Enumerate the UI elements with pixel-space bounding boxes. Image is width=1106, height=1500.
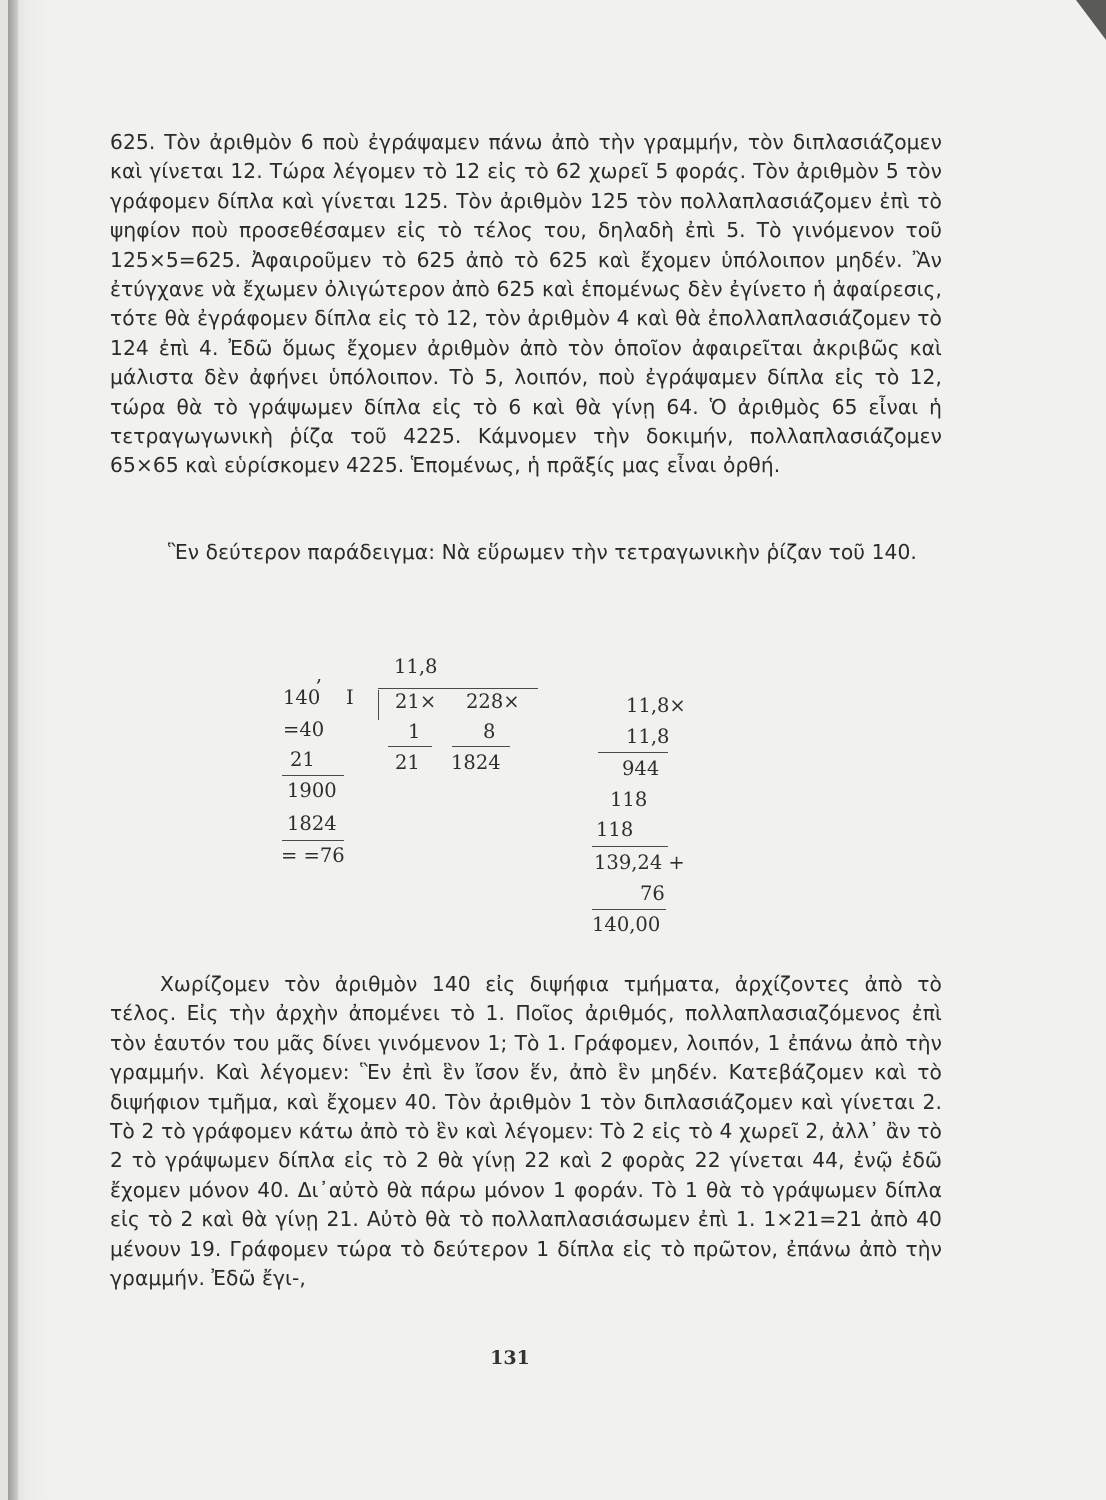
- trial-1: 1: [408, 720, 421, 743]
- rule-1: [282, 775, 344, 776]
- binding-shadow: [8, 0, 18, 1500]
- divider-line: [378, 690, 379, 720]
- trial-21: 21×: [395, 690, 437, 713]
- apostrophe-tick: ,: [316, 663, 323, 686]
- rule-6: [592, 846, 668, 847]
- add-76: 76: [640, 882, 665, 905]
- total-14000: 140,00: [592, 913, 661, 936]
- product-1824: 1824: [451, 751, 501, 774]
- root-result: 11,8: [394, 655, 438, 678]
- paragraph-procedure-140: Χωρίζομεν τὸν ἀριθμὸν 140 εἰς διψήφια τμήματα, ἀρχίζοντες ἀπὸ τὸ τέλος. Εἰς τὴν ἀρχὴν ἀπομένει τὸ 1. Ποῖος ἀριθμός, πολλαπλασιαζόμενος ἐπὶ τὸν ἑαυτόν του μᾶς δίνει γινόμενον 1; Τὸ 1. Γράφομεν, λοιπόν, 1 ἐπάνω ἀπὸ τὴν γραμμήν. Καὶ λέγομεν: Ἓν ἐπὶ ἓν ἴσον ἕν, ἀπὸ ἓν μηδέν. Κατεβάζομεν καὶ τὸ διψήφιον τμῆμα, καὶ ἔχομεν 40. Τὸν ἀριθμὸν 1 τὸν διπλασιάζομεν καὶ γίνεται 2. Τὸ 2 τὸ γράφομεν κάτω ἀπὸ τὸ ἓν καὶ λέγομεν: Τὸ 2 εἰς τὸ 4 χωρεῖ 2, ἀλλ᾽ ἂν τὸ 2 τὸ γράψωμεν δίπλα εἰς τὸ 2 θὰ γίνῃ 22 καὶ 2 φορὰς 22 γίνεται 44, ἐνῷ ἐδῶ ἔχομεν μόνον 40. Δι᾽αὐτὸ θὰ πάρω μόνον 1 φοράν. Τὸ 1 θὰ τὸ γράψωμεν δίπλα εἰς τὸ 2 καὶ θὰ γίνῃ 21. Αὐτὸ θὰ τὸ πολλαπλασιάσωμεν ἐπὶ 1. 1×21=21 ἀπὸ 40 μένουν 19. Γράφομεν τώρα τὸ δεύτερον 1 δίπλα εἰς τὸ πρῶτον, ἐπάνω ἀπὸ τὴν γραμμήν. Ἐδῶ ἔγι-,: [110, 972, 942, 1291]
- step-1900: 1900: [287, 779, 337, 802]
- paragraph-explanation-625: 625. Τὸν ἀριθμὸν 6 ποὺ ἐγράψαμεν πάνω ἀπὸ τὴν γραμμήν, τὸν διπλασιάζομεν καὶ γίνεται 12. Τώρα λέγομεν τὸ 12 εἰς τὸ 62 χωρεῖ 5 φοράς. Τὸν ἀριθμὸν 5 τὸν γράφομεν δίπλα καὶ γίνεται 125. Τὸν ἀριθμὸν 125 τὸν πολλαπλασιάζομεν ἐπὶ τὸ ψηφίον ποὺ προσεθέσαμεν εἰς τὸ τέλος του, δηλαδὴ ἐπὶ 5. Τὸ γινόμενον τοῦ 125×5=625. Ἀφαιροῦμεν τὸ 625 ἀπὸ τὸ 625 καὶ ἔχομεν ὑπόλοιπον μηδέν. Ἂν ἐτύγχανε νὰ ἔχωμεν ὀλιγώτερον ἀπὸ 625 καὶ ἑπομένως δὲν ἐγίνετο ἡ ἀφαίρεσις, τότε θὰ ἐγράφομεν δίπλα εἰς τὸ 12, τὸν ἀριθμὸν 4 καὶ θὰ ἐπολλαπλασιάζομεν τὸ 124 ἐπὶ 4. Ἐδῶ ὅμως ἔχομεν ἀριθμὸν ἀπὸ τὸν ὁποῖον ἀφαιρεῖται ἀκριβῶς καὶ μάλιστα δὲν ἀφήνει ὑπόλοιπον. Τὸ 5, λοιπόν, ποὺ ἐγράψαμεν δίπλα εἰς τὸ 12, τώρα θὰ τὸ γράψωμεν δίπλα εἰς τὸ 6 καὶ θὰ γίνῃ 64. Ὁ ἀριθμὸς 65 εἶναι ἡ τετραγωγωνικὴ ῥίζα τοῦ 4225. Κάμνομεν τὴν δοκιμήν, πολλαπλασιάζομεν 65×65 καὶ εὑρίσκομεν 4225. Ἑπομένως, ἡ πρᾶξίς μας εἶναι ὀρθή.: [110, 130, 942, 478]
- rule-4: [452, 746, 510, 747]
- page-number: 131: [490, 1347, 530, 1369]
- rule-5: [598, 752, 668, 753]
- partial-944: 944: [622, 757, 660, 780]
- product-21: 21: [395, 751, 420, 774]
- rule-7: [592, 909, 666, 910]
- partial-118-a: 118: [610, 788, 648, 811]
- step-40: =40: [283, 718, 325, 741]
- rule-2: [282, 840, 344, 841]
- partial-118-b: 118: [596, 818, 634, 841]
- step-21: 21: [290, 748, 315, 771]
- radicand: 140: [283, 686, 321, 709]
- remainder-76: = =76: [281, 844, 345, 867]
- paragraph-second-example: Ἓν δεύτερον παράδειγμα: Νὰ εὕρωμεν τὴν τετραγωνικὴν ῥίζαν τοῦ 140.: [168, 540, 917, 564]
- separator-bar: I: [346, 686, 354, 709]
- sum-13924: 139,24 +: [594, 851, 685, 874]
- root-bar-line: [378, 688, 538, 689]
- trial-8: 8: [483, 720, 496, 743]
- check-118-times: 11,8×: [626, 694, 686, 717]
- step-1824: 1824: [287, 812, 337, 835]
- rule-3: [388, 746, 432, 747]
- trial-228: 228×: [466, 690, 520, 713]
- check-118: 11,8: [626, 725, 670, 748]
